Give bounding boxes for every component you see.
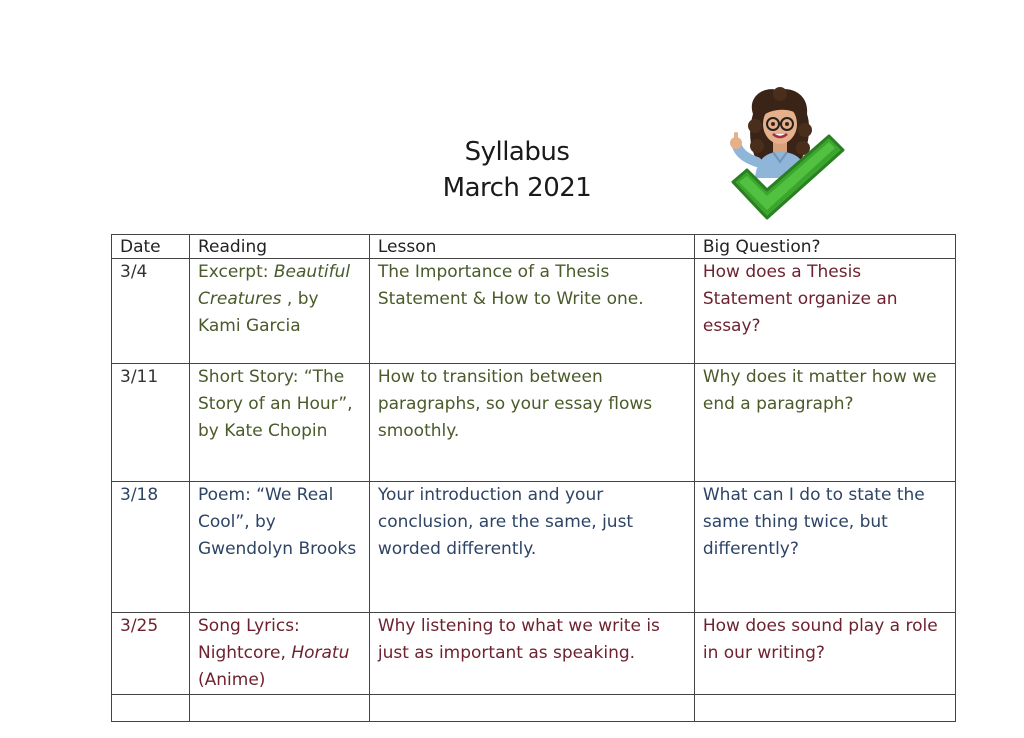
cell-reading: Short Story: “The Story of an Hour”, by Kate Chopin (190, 364, 370, 482)
table-row (112, 482, 956, 613)
cell-date: 3/25 (112, 613, 190, 695)
table-row (112, 364, 956, 482)
cell-date: 3/4 (112, 259, 190, 364)
header-lesson: Lesson (369, 235, 694, 259)
header-big-question: Big Question? (694, 235, 955, 259)
cell-empty (694, 695, 955, 722)
cell-empty (190, 695, 370, 722)
title-line-2: March 2021 (442, 173, 592, 203)
teacher-avatar-checkmark-icon (725, 86, 850, 222)
page-title (400, 134, 634, 206)
reading-text: Excerpt: (198, 262, 274, 282)
table-row-empty (112, 695, 956, 722)
reading-title: Horatu (291, 643, 350, 663)
cell-lesson: Your introduction and your conclusion, are the same, just worded differently. (369, 482, 694, 613)
table-header-row (112, 235, 956, 259)
cell-big-question: Why does it matter how we end a paragraph? (694, 364, 955, 482)
table-row (112, 259, 956, 364)
reading-text: , by Kami Garcia (198, 289, 319, 336)
cell-reading (190, 259, 370, 364)
title-line-1: Syllabus (464, 137, 570, 167)
cell-big-question: How does sound play a role in our writing? (694, 613, 955, 695)
reading-text: (Anime) (198, 670, 266, 690)
cell-lesson: Why listening to what we write is just as important as speaking. (369, 613, 694, 695)
cell-reading (190, 613, 370, 695)
reading-title: Beautiful Creatures (198, 262, 351, 309)
header-reading: Reading (190, 235, 370, 259)
table-row (112, 613, 956, 695)
cell-lesson: The Importance of a Thesis Statement & How to Write one. (369, 259, 694, 364)
cell-lesson: How to transition between paragraphs, so your essay flows smoothly. (369, 364, 694, 482)
header-date: Date (112, 235, 190, 259)
reading-text: Song Lyrics: Nightcore, (198, 616, 300, 663)
cell-big-question: What can I do to state the same thing twice, but differently? (694, 482, 955, 613)
cell-empty (369, 695, 694, 722)
cell-empty (112, 695, 190, 722)
cell-reading: Poem: “We Real Cool”, by Gwendolyn Brooks (190, 482, 370, 613)
cell-big-question: How does a Thesis Statement organize an essay? (694, 259, 955, 364)
cell-date: 3/11 (112, 364, 190, 482)
syllabus-table (111, 234, 956, 722)
cell-date: 3/18 (112, 482, 190, 613)
